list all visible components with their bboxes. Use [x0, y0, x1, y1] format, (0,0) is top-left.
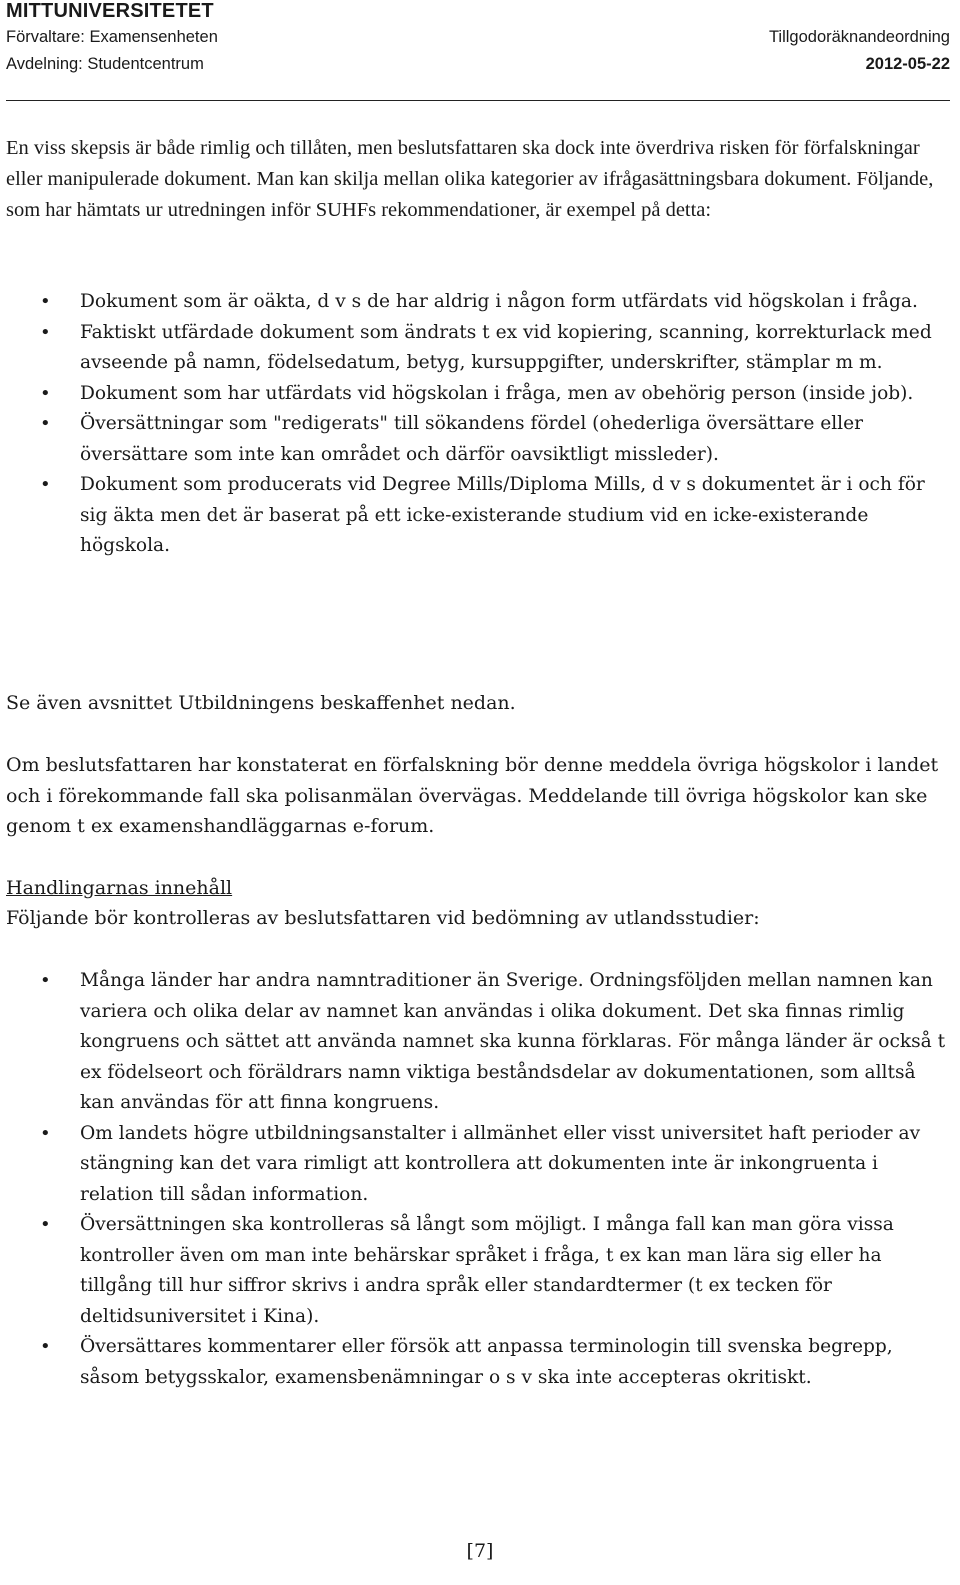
- page-number: [7]: [466, 1540, 494, 1562]
- list-item-text: Översättningen ska kontrolleras så långt som möjligt. I många fall kan man göra vissa kontroller även om man inte behärskar språket i fråga, t ex kan man lära sig eller ha tillgång till hur siffror skrivs i andra språk eller standardtermer (t ex tecken för deltidsuniversitet i Kina).: [80, 1214, 894, 1327]
- list-item: [6, 409, 950, 470]
- bullet-icon: •: [40, 474, 51, 495]
- bullet-icon: •: [40, 382, 51, 404]
- list-item-text: Dokument som har utfärdats vid högskolan i fråga, men av obehörig person (inside job).: [80, 382, 914, 404]
- document-title: Tillgodoräknandeordning: [768, 28, 950, 46]
- section-intro: Följande bör kontrolleras av beslutsfattaren vid bedömning av utlandsstudier:: [6, 907, 760, 929]
- bullet-icon: •: [40, 1214, 51, 1235]
- section-heading: Handlingarnas innehåll: [6, 877, 233, 899]
- checks-list: [6, 966, 950, 1393]
- list-item-text: Översättningar som "redigerats" till sökandens fördel (ohederliga översättare eller översättare som inte kan området och därför oavsiktligt missleder).: [80, 413, 864, 465]
- bullet-icon: •: [40, 1336, 51, 1357]
- list-item: [6, 1332, 950, 1393]
- list-item: [6, 470, 950, 562]
- list-item: [6, 379, 950, 410]
- list-item-text: Många länder har andra namntraditioner än Sverige. Ordningsföljden mellan namnen kan variera och olika delar av namnet kan användas i olika dokument. Det ska finnas rimlig kongruens och sättet att använda namnet ska kunna förklaras. För många länder är också t ex födelseort och föräldrars namn viktiga beståndsdelar av dokumentationen, som alltså kan användas för att finna kongruens.: [80, 970, 946, 1113]
- list-item: [6, 318, 950, 379]
- bullet-icon: •: [40, 1122, 51, 1144]
- page-header: [6, 0, 950, 101]
- manager-line: Förvaltare: Examensenheten: [6, 28, 218, 46]
- see-also-paragraph: Se även avsnittet Utbildningens beskaffenhet nedan.: [6, 692, 516, 714]
- list-item-text: Faktiskt utfärdade dokument som ändrats t ex vid kopiering, scanning, korrekturlack med avseende på namn, födelsedatum, betyg, kursuppgifter, underskrifter, stämplar m m.: [80, 321, 932, 373]
- bullet-icon: •: [40, 413, 51, 434]
- list-item: [6, 1210, 950, 1332]
- forgery-paragraph: Om beslutsfattaren har konstaterat en förfalskning bör denne meddela övriga högskolor i landet och i förekommande fall ska polisanmälan övervägas. Meddelande till övriga högskolor kan ske genom t ex examenshandläggarnas e-forum.: [6, 754, 939, 837]
- list-item-text: Dokument som producerats vid Degree Mills/Diploma Mills, d v s dokumentet är i och för sig äkta men det är baserat på ett icke-existerande studium vid en icke-existerande högskola.: [80, 474, 925, 556]
- list-item: [6, 1119, 950, 1211]
- bullet-icon: •: [40, 970, 51, 991]
- list-item-text: Dokument som är oäkta, d v s de har aldrig i någon form utfärdats vid högskolan i fråga.: [80, 291, 918, 312]
- list-item: [6, 966, 950, 1119]
- list-item-text: Om landets högre utbildningsanstalter i allmänhet eller visst universitet haft perioder av stängning kan det vara rimligt att kontrollera att dokumenten inte är inkongruenta i relation till sådan information.: [80, 1122, 921, 1205]
- department-line: Avdelning: Studentcentrum: [6, 55, 204, 73]
- list-item-text: Översättares kommentarer eller försök att anpassa terminologin till svenska begrepp, såsom betygsskalor, examensbenämningar o s v ska inte accepteras okritiskt.: [80, 1336, 893, 1388]
- document-categories-list: [6, 287, 950, 562]
- list-item: [6, 287, 950, 318]
- bullet-icon: •: [40, 291, 51, 312]
- intro-paragraph: En viss skepsis är både rimlig och tillåten, men beslutsfattaren ska dock inte överdriva risken för förfalskningar eller manipulerade dokument. Man kan skilja mellan olika kategorier av ifrågasättningsbara dokument. Följande, som har hämtats ur utredningen inför SUHFs rekommendationer, är exempel på detta:: [6, 137, 934, 221]
- bullet-icon: •: [40, 321, 51, 343]
- organization-name: MITTUNIVERSITETET: [6, 0, 214, 22]
- document-date: 2012-05-22: [865, 55, 950, 73]
